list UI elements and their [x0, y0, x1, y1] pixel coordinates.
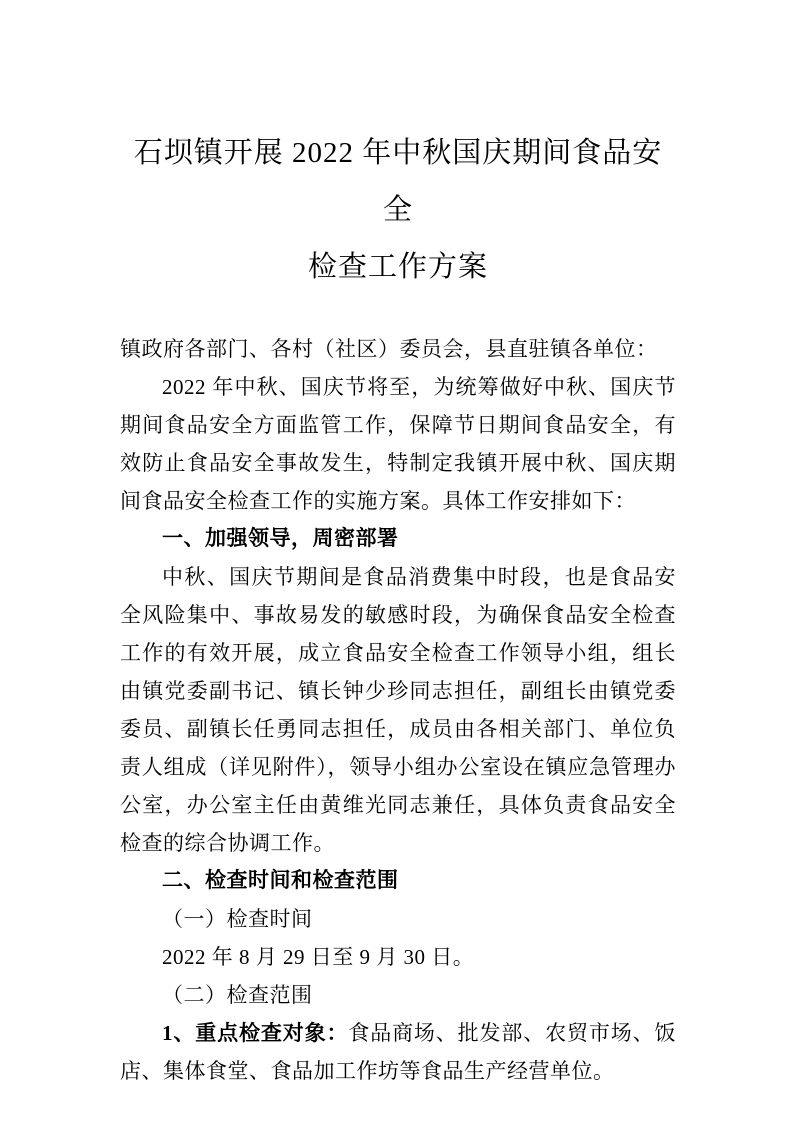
document-body [120, 330, 676, 1090]
document-title-line-1: 石坝镇开展 2022 年中秋国庆期间食品安全 [133, 137, 663, 226]
section-1-paragraph: 中秋、国庆节期间是食品消费集中时段，也是食品安全风险集中、事故易发的敏感时段，为确保食品安全检查工作的有效开展，成立食品安全检查工作领导小组，组长由镇党委副书记、镇长钟少珍同志担任，副组长由镇党委委员、副镇长任勇同志担任，成员由各相关部门、单位负责人组成（详见附件），领导小组办公室设在镇应急管理办公室，办公室主任由黄维光同志兼任，具体负责食品安全检查的综合协调工作。 [120, 565, 676, 855]
document-title [120, 125, 676, 296]
key-targets-paragraph [120, 1014, 676, 1090]
key-targets-lead: 1、重点检查对象： [162, 1021, 349, 1045]
salutation-paragraph: 镇政府各部门、各村（社区）委员会，县直驻镇各单位： [120, 337, 658, 361]
subheading-inspection-time: （一）检查时间 [162, 907, 313, 931]
key-targets-text: 食品商场、批发部、农贸市场、饭店、集体食堂、食品加工作坊等食品生产经营单位。 [120, 1021, 677, 1083]
intro-paragraph: 2022 年中秋、国庆节将至，为统筹做好中秋、国庆节期间食品安全方面监管工作，保障节日期间食品安全，有效防止食品安全事故发生，特制定我镇开展中秋、国庆期间食品安全检查工作的实施方案。具体工作安排如下： [120, 375, 676, 513]
subheading-inspection-scope: （二）检查范围 [162, 983, 313, 1007]
section-heading-2: 二、检查时间和检查范围 [162, 869, 399, 892]
inspection-time-paragraph: 2022 年 8 月 29 日至 9 月 30 日。 [162, 945, 475, 969]
document-title-line-2: 检查工作方案 [307, 251, 488, 283]
section-heading-1: 一、加强领导，周密部署 [162, 527, 399, 550]
